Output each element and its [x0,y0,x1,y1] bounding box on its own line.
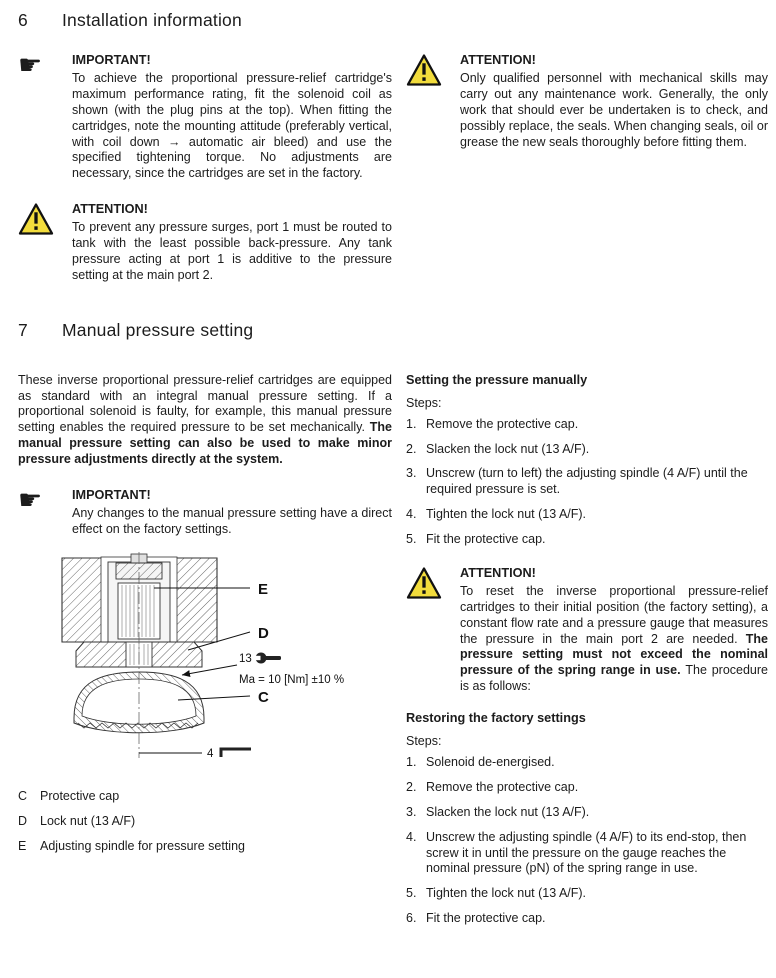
intro-bold-sentence: The manual pressure setting can also be used to make minor pressure adjustments directly at the system. [18,420,392,466]
legend-item-c: C Protective cap [18,788,120,803]
attention-text: Only qualified personnel with mechanical skills may carry out any maintenance work. Generally, the only work that should ever be undertaken is to check, and possibly replace, the seals. When changing seals, oil or grease the new seals thoroughly before fitting them. [460,71,768,149]
legend-item-d: D Lock nut (13 A/F) [18,813,136,828]
section-7-body [18,373,768,936]
section-7-number: 7 [18,319,28,340]
step-item: Solenoid de-energised. [426,755,555,769]
steps-label: Steps: [406,395,442,410]
section-6-heading [18,10,768,31]
pointing-hand-icon: ☛ [18,484,43,515]
legend-item-e: E Adjusting spindle for pressure setting [18,838,245,853]
important-text: To achieve the proportional pressure-relief cartridge's maximum performance rating, fit the solenoid coil as shown (with the plug pins at the top). When fitting the cartridges, note the mounting attitude (preferably vertical, with coil down → automatic air bleed) and use the specified tightening torque. No adjustments are necessary, since the cartridges are set in the factory. [72,71,392,181]
restore-heading: Restoring the factory settings [406,711,586,725]
important-label: IMPORTANT! [72,487,151,502]
wrench-icon [254,652,281,663]
section-6-number: 6 [18,10,28,30]
step-item: Fit the protective cap. [426,532,546,546]
steps-label: Steps: [406,734,442,748]
restore-section [406,711,768,927]
attention-label: ATTENTION! [460,565,536,580]
important-note-installation [18,50,392,182]
section-7-heading [18,320,768,341]
section-6-title: Installation information [62,10,242,30]
diagram-legend [18,789,392,853]
manual-setting-heading: Setting the pressure manually [406,372,588,387]
attention-label: ATTENTION! [460,53,536,67]
attention-label: ATTENTION! [72,202,148,217]
step-item: Tighten the lock nut (13 A/F). [426,507,587,522]
manual-setting-steps [406,417,768,548]
hex-key-size-label: 4 [207,747,214,760]
pointing-hand-icon: ☛ [18,50,43,80]
section-7-title: Manual pressure setting [62,319,254,340]
important-note-factory-settings [18,484,392,538]
section-6-body [18,50,768,284]
warning-triangle-icon [406,567,442,599]
section-7-intro: These inverse proportional pressure-relief cartridges are equipped as standard with an integral manual pressure setting. If a proportional solenoid is faulty, for example, this manual pressure setting enables the required pressure to be set mechanically. The manual pressure setting can also be used to make minor pressure adjustments directly at the system. [18,372,392,466]
diagram-container [54,552,392,777]
step-item: Remove the protective cap. [426,416,579,431]
wrench-size-label: 13 [239,652,252,665]
step-item: Unscrew the adjusting spindle (4 A/F) to its end-stop, then screw it in until the pressure on the gauge reaches the nominal pressure (pN) of the spring range in use. [426,829,747,876]
step-item: Slacken the lock nut (13 A/F). [426,441,590,456]
restore-steps [406,755,768,927]
attention-text: To prevent any pressure surges, port 1 must be routed to tank with the least possible back-pressure. Any tank pressure acting at port 1 is additive to the pressure setting at the main port 2. [72,220,392,282]
important-text: Any changes to the manual pressure setting have a direct effect on the factory settings. [72,505,392,536]
warning-triangle-icon [406,54,442,86]
pressure-setting-diagram [54,552,384,772]
step-item: Unscrew (turn to left) the adjusting spindle (4 A/F) until the required pressure is set. [426,466,748,497]
step-item: Tighten the lock nut (13 A/F). [426,886,587,901]
torque-value: Ma = 10 [Nm] ±10 % [239,673,345,686]
diagram-label-c: C [258,688,269,706]
diagram-label-e: E [258,580,269,598]
warning-triangle-icon [18,203,54,235]
step-item: Remove the protective cap. [426,779,579,794]
important-label: IMPORTANT! [72,53,151,67]
diagram-label-d: D [258,624,269,642]
attention-text: To reset the inverse proportional pressure-relief cartridges to their initial position (the factory setting), a constant flow rate and a pressure gauge that measures the pressure in the main port 2 are needed. The pressure setting must not exceed the nominal pressure of the spring range in use. The procedure is as follows: [460,583,768,694]
hex-key-icon [221,749,251,757]
attention-note-maintenance [406,53,768,150]
attention-bold-sentence: The pressure setting must not exceed the nominal pressure of the spring range in use. [460,631,768,678]
attention-note-reset [406,566,768,695]
step-item: Slacken the lock nut (13 A/F). [426,804,590,819]
step-item: Fit the protective cap. [426,911,546,926]
attention-note-port1 [18,202,392,284]
